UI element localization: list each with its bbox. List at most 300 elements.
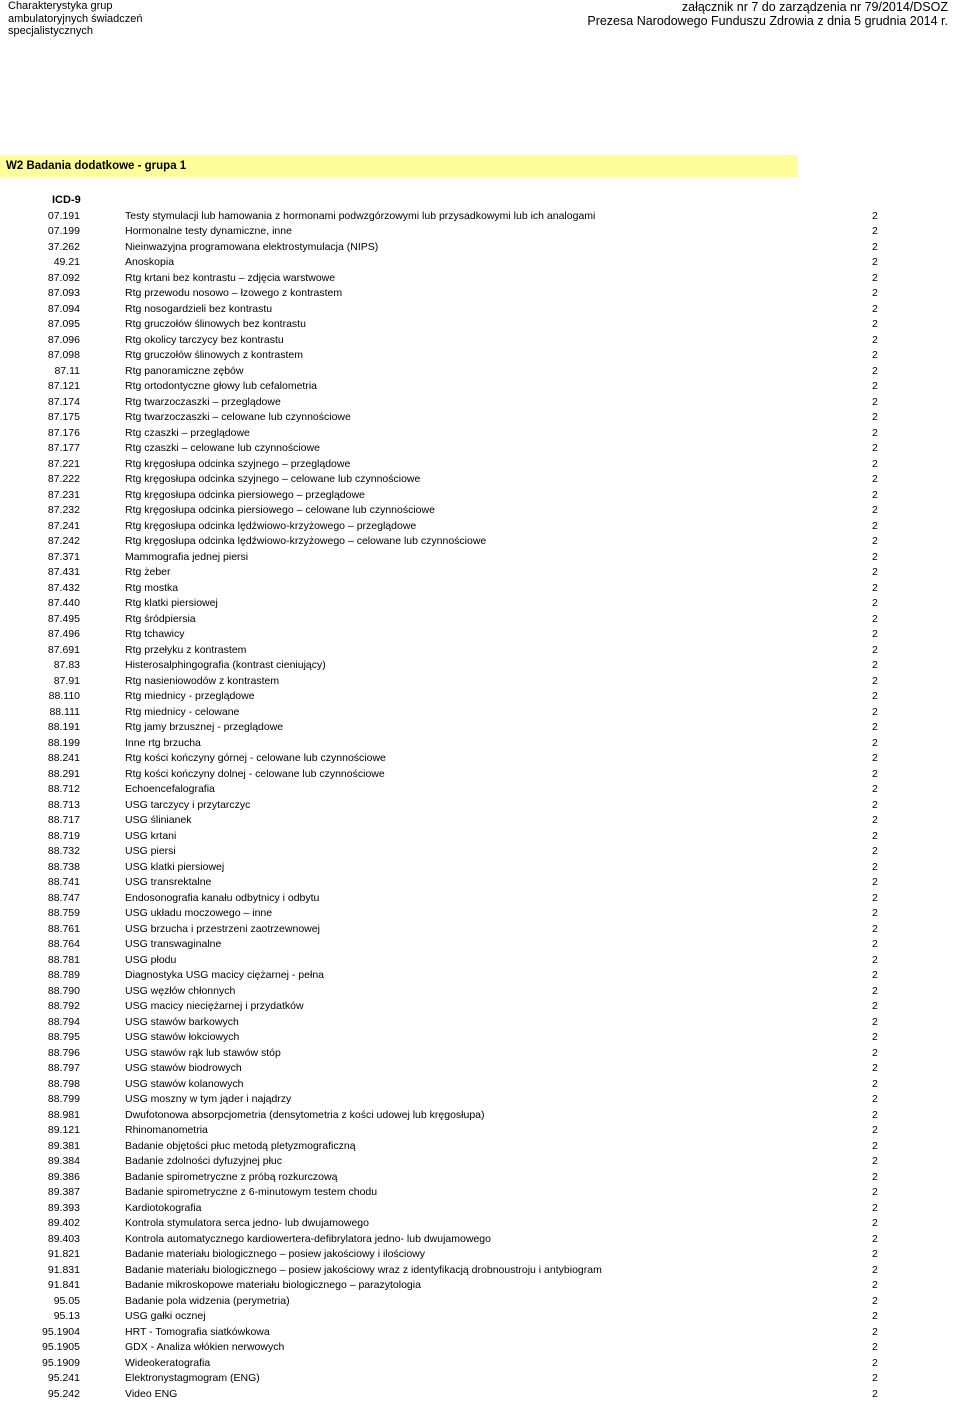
procedure-description: USG węzłów chłonnych <box>125 984 235 1000</box>
icd9-code: 87.096 <box>0 333 80 349</box>
icd9-code: 91.841 <box>0 1278 80 1294</box>
procedure-description: Rtg nasieniowodów z kontrastem <box>125 674 279 690</box>
procedure-description: Testy stymulacji lub hamowania z hormonami podwzgórzowymi lub przysadkowymi lub ich analogami <box>125 209 595 225</box>
procedure-description: Badanie materiału biologicznego – posiew jakościowy wraz z identyfikacją drobnoustroju i antybiogram <box>125 1263 602 1279</box>
group-number: 2 <box>872 1263 878 1279</box>
procedure-description: USG stawów rąk lub stawów stóp <box>125 1046 281 1062</box>
group-number: 2 <box>872 441 878 457</box>
group-number: 2 <box>872 240 878 256</box>
procedure-description: USG brzucha i przestrzeni zaotrzewnowej <box>125 922 320 938</box>
icd9-code: 87.440 <box>0 596 80 612</box>
procedure-description: Badanie mikroskopowe materiału biologicznego – parazytologia <box>125 1278 421 1294</box>
icd9-code: 87.91 <box>0 674 80 690</box>
group-number: 2 <box>872 720 878 736</box>
group-number: 2 <box>872 457 878 473</box>
procedure-description: Mammografia jednej piersi <box>125 550 248 566</box>
procedure-description: Rtg twarzoczaszki – przeglądowe <box>125 395 281 411</box>
procedure-description: Kontrola stymulatora serca jedno- lub dwujamowego <box>125 1216 369 1232</box>
table-row <box>0 875 960 891</box>
procedure-description: USG piersi <box>125 844 176 860</box>
icd9-code: 88.795 <box>0 1030 80 1046</box>
table-row <box>0 224 960 240</box>
group-number: 2 <box>872 1170 878 1186</box>
group-number: 2 <box>872 519 878 535</box>
table-row <box>0 1046 960 1062</box>
procedure-description: Rtg przewodu nosowo – łzowego z kontrastem <box>125 286 342 302</box>
procedure-description: Badanie zdolności dyfuzyjnej płuc <box>125 1154 282 1170</box>
table-row <box>0 720 960 736</box>
table-row <box>0 1294 960 1310</box>
group-number: 2 <box>872 1216 878 1232</box>
table-row <box>0 674 960 690</box>
group-number: 2 <box>872 767 878 783</box>
icd9-code: 87.176 <box>0 426 80 442</box>
procedure-description: USG stawów łokciowych <box>125 1030 239 1046</box>
procedure-description: USG stawów kolanowych <box>125 1077 243 1093</box>
procedure-description: Hormonalne testy dynamiczne, inne <box>125 224 292 240</box>
icd9-code: 87.098 <box>0 348 80 364</box>
procedure-description: USG macicy nieciężarnej i przydatków <box>125 999 304 1015</box>
table-row <box>0 240 960 256</box>
icd9-code: 87.242 <box>0 534 80 550</box>
group-number: 2 <box>872 596 878 612</box>
procedure-description: Histerosalphingografia (kontrast cieniujący) <box>125 658 326 674</box>
group-number: 2 <box>872 736 878 752</box>
group-number: 2 <box>872 1278 878 1294</box>
procedure-description: Rtg kręgosłupa odcinka piersiowego – przeglądowe <box>125 488 365 504</box>
group-number: 2 <box>872 1340 878 1356</box>
icd9-code: 87.371 <box>0 550 80 566</box>
group-number: 2 <box>872 1046 878 1062</box>
procedure-description: USG stawów barkowych <box>125 1015 239 1031</box>
icd9-code: 37.262 <box>0 240 80 256</box>
table-row <box>0 1139 960 1155</box>
table-row <box>0 1201 960 1217</box>
icd9-code: 87.174 <box>0 395 80 411</box>
procedure-description: HRT - Tomografia siatkówkowa <box>125 1325 270 1341</box>
procedure-description: Rtg okolicy tarczycy bez kontrastu <box>125 333 284 349</box>
icd9-code: 88.717 <box>0 813 80 829</box>
table-row <box>0 813 960 829</box>
group-number: 2 <box>872 255 878 271</box>
icd9-code: 87.221 <box>0 457 80 473</box>
table-row <box>0 658 960 674</box>
table-row <box>0 751 960 767</box>
group-number: 2 <box>872 395 878 411</box>
table-row <box>0 953 960 969</box>
procedure-description: Rtg kręgosłupa odcinka lędźwiowo-krzyżowego – celowane lub czynnościowe <box>125 534 486 550</box>
procedure-description: Kardiotokografia <box>125 1201 201 1217</box>
procedure-description: Badanie materiału biologicznego – posiew jakościowy i ilościowy <box>125 1247 425 1263</box>
table-row <box>0 519 960 535</box>
icd9-code: 87.83 <box>0 658 80 674</box>
icd9-code: 88.781 <box>0 953 80 969</box>
table-row <box>0 333 960 349</box>
procedure-description: Badanie objętości płuc metodą pletyzmograficzną <box>125 1139 356 1155</box>
procedure-description: Inne rtg brzucha <box>125 736 201 752</box>
table-row <box>0 937 960 953</box>
group-number: 2 <box>872 1232 878 1248</box>
group-number: 2 <box>872 1325 878 1341</box>
group-number: 2 <box>872 286 878 302</box>
procedure-description: Rtg nosogardzieli bez kontrastu <box>125 302 272 318</box>
icd9-code: 88.291 <box>0 767 80 783</box>
table-row <box>0 736 960 752</box>
icd9-code: 87.093 <box>0 286 80 302</box>
group-number: 2 <box>872 674 878 690</box>
group-number: 2 <box>872 426 878 442</box>
table-row <box>0 1123 960 1139</box>
procedure-description: Rtg kręgosłupa odcinka lędźwiowo-krzyżowego – przeglądowe <box>125 519 416 535</box>
procedure-description: Rtg śródpiersia <box>125 612 196 628</box>
group-number: 2 <box>872 348 878 364</box>
procedure-description: USG moszny w tym jąder i najądrzy <box>125 1092 291 1108</box>
group-number: 2 <box>872 1123 878 1139</box>
group-number: 2 <box>872 379 878 395</box>
icd9-code: 95.242 <box>0 1387 80 1402</box>
icd9-code: 91.821 <box>0 1247 80 1263</box>
group-number: 2 <box>872 658 878 674</box>
procedure-description: Echoencefalografia <box>125 782 215 798</box>
icd9-code: 88.111 <box>0 705 80 721</box>
table-row <box>0 1340 960 1356</box>
icd9-code: 88.719 <box>0 829 80 845</box>
icd9-code: 88.796 <box>0 1046 80 1062</box>
header-left <box>8 0 208 38</box>
table-row <box>0 1309 960 1325</box>
procedure-description: Rtg mostka <box>125 581 178 597</box>
icd9-code: 88.761 <box>0 922 80 938</box>
icd9-code: 87.094 <box>0 302 80 318</box>
group-number: 2 <box>872 302 878 318</box>
group-number: 2 <box>872 364 878 380</box>
procedure-description: USG układu moczowego – inne <box>125 906 272 922</box>
icd9-code: 95.1904 <box>0 1325 80 1341</box>
group-number: 2 <box>872 922 878 938</box>
group-number: 2 <box>872 860 878 876</box>
icd9-code: 88.792 <box>0 999 80 1015</box>
group-number: 2 <box>872 953 878 969</box>
procedure-description: Rtg gruczołów ślinowych z kontrastem <box>125 348 303 364</box>
procedure-description: Rtg kręgosłupa odcinka szyjnego – przeglądowe <box>125 457 350 473</box>
table-row <box>0 1061 960 1077</box>
procedure-description: Rtg czaszki – celowane lub czynnościowe <box>125 441 320 457</box>
icd9-code: 88.241 <box>0 751 80 767</box>
table-row <box>0 1247 960 1263</box>
table-row <box>0 612 960 628</box>
procedure-description: Rtg kości kończyny dolnej - celowane lub czynnościowe <box>125 767 385 783</box>
icd9-code: 88.110 <box>0 689 80 705</box>
icd9-code: 88.199 <box>0 736 80 752</box>
group-number: 2 <box>872 550 878 566</box>
procedure-description: USG płodu <box>125 953 176 969</box>
header-left-line: specjalistycznych <box>8 25 208 38</box>
icd9-code: 88.713 <box>0 798 80 814</box>
icd9-code: 95.1909 <box>0 1356 80 1372</box>
procedure-description: Rtg klatki piersiowej <box>125 596 218 612</box>
table-row <box>0 1154 960 1170</box>
icd9-code: 88.789 <box>0 968 80 984</box>
procedure-description: USG stawów biodrowych <box>125 1061 242 1077</box>
icd9-code: 88.794 <box>0 1015 80 1031</box>
procedure-description: Nieinwazyjna programowana elektrostymulacja (NIPS) <box>125 240 378 256</box>
table-row <box>0 689 960 705</box>
procedure-description: USG transwaginalne <box>125 937 221 953</box>
table-row <box>0 255 960 271</box>
icd9-code: 87.496 <box>0 627 80 643</box>
procedure-description: Elektronystagmogram (ENG) <box>125 1371 260 1387</box>
table-row <box>0 829 960 845</box>
table-row <box>0 1092 960 1108</box>
table-row <box>0 286 960 302</box>
procedure-description: Rtg jamy brzusznej - przeglądowe <box>125 720 283 736</box>
group-number: 2 <box>872 1015 878 1031</box>
procedure-description: Endosonografia kanału odbytnicy i odbytu <box>125 891 319 907</box>
group-number: 2 <box>872 689 878 705</box>
group-number: 2 <box>872 1247 878 1263</box>
table-row <box>0 1263 960 1279</box>
icd9-code: 95.1905 <box>0 1340 80 1356</box>
procedure-description: Video ENG <box>125 1387 177 1402</box>
icd9-code: 89.403 <box>0 1232 80 1248</box>
group-number: 2 <box>872 612 878 628</box>
icd9-code: 91.831 <box>0 1263 80 1279</box>
procedure-description: Rtg przełyku z kontrastem <box>125 643 246 659</box>
icd9-code: 87.432 <box>0 581 80 597</box>
table-row <box>0 581 960 597</box>
procedure-table <box>0 209 960 1402</box>
icd9-code: 87.092 <box>0 271 80 287</box>
header-right <box>587 0 948 28</box>
icd9-code: 88.741 <box>0 875 80 891</box>
icd9-code: 88.747 <box>0 891 80 907</box>
table-row <box>0 1216 960 1232</box>
group-number: 2 <box>872 891 878 907</box>
table-row <box>0 441 960 457</box>
table-row <box>0 984 960 1000</box>
table-row <box>0 844 960 860</box>
group-number: 2 <box>872 813 878 829</box>
icd9-code: 87.095 <box>0 317 80 333</box>
procedure-description: USG transrektalne <box>125 875 211 891</box>
icd9-code: 87.121 <box>0 379 80 395</box>
procedure-description: Rtg ortodontyczne głowy lub cefalometria <box>125 379 317 395</box>
group-number: 2 <box>872 472 878 488</box>
icd9-code: 88.191 <box>0 720 80 736</box>
icd9-code: 88.981 <box>0 1108 80 1124</box>
group-number: 2 <box>872 1356 878 1372</box>
icd9-code: 89.121 <box>0 1123 80 1139</box>
icd9-code: 88.799 <box>0 1092 80 1108</box>
table-row <box>0 968 960 984</box>
group-number: 2 <box>872 1030 878 1046</box>
table-row <box>0 860 960 876</box>
table-row <box>0 782 960 798</box>
group-number: 2 <box>872 829 878 845</box>
group-number: 2 <box>872 875 878 891</box>
table-row <box>0 906 960 922</box>
table-row <box>0 472 960 488</box>
table-row <box>0 1185 960 1201</box>
table-row <box>0 364 960 380</box>
table-row <box>0 457 960 473</box>
group-number: 2 <box>872 503 878 519</box>
group-number: 2 <box>872 705 878 721</box>
table-row <box>0 999 960 1015</box>
table-row <box>0 596 960 612</box>
icd9-code: 95.241 <box>0 1371 80 1387</box>
header-left-line: ambulatoryjnych świadczeń <box>8 13 208 26</box>
table-row <box>0 1356 960 1372</box>
procedure-description: Wideokeratografia <box>125 1356 210 1372</box>
group-number: 2 <box>872 1108 878 1124</box>
procedure-description: Rtg krtani bez kontrastu – zdjęcia warstwowe <box>125 271 335 287</box>
procedure-description: USG ślinianek <box>125 813 192 829</box>
group-number: 2 <box>872 224 878 240</box>
icd9-code: 89.402 <box>0 1216 80 1232</box>
group-number: 2 <box>872 1185 878 1201</box>
group-number: 2 <box>872 534 878 550</box>
section-band <box>0 155 798 177</box>
group-number: 2 <box>872 1061 878 1077</box>
table-row <box>0 1030 960 1046</box>
icd9-code: 07.199 <box>0 224 80 240</box>
procedure-description: Kontrola automatycznego kardiowertera-defibrylatora jedno- lub dwujamowego <box>125 1232 491 1248</box>
procedure-description: Rtg twarzoczaszki – celowane lub czynnościowe <box>125 410 351 426</box>
procedure-description: Badanie pola widzenia (perymetria) <box>125 1294 290 1310</box>
table-row <box>0 1108 960 1124</box>
icd9-code: 87.177 <box>0 441 80 457</box>
group-number: 2 <box>872 565 878 581</box>
group-number: 2 <box>872 271 878 287</box>
table-row <box>0 488 960 504</box>
procedure-description: Anoskopia <box>125 255 174 271</box>
group-number: 2 <box>872 906 878 922</box>
group-number: 2 <box>872 984 878 1000</box>
table-row <box>0 565 960 581</box>
group-number: 2 <box>872 1387 878 1402</box>
icd9-code: 87.495 <box>0 612 80 628</box>
section-title: W2 Badania dodatkowe - grupa 1 <box>6 159 186 173</box>
procedure-description: Rtg kręgosłupa odcinka piersiowego – celowane lub czynnościowe <box>125 503 435 519</box>
icd9-code: 89.393 <box>0 1201 80 1217</box>
icd9-code: 87.241 <box>0 519 80 535</box>
procedure-description: Rhinomanometria <box>125 1123 208 1139</box>
procedure-description: USG klatki piersiowej <box>125 860 224 876</box>
icd9-code: 88.759 <box>0 906 80 922</box>
procedure-description: Rtg gruczołów ślinowych bez kontrastu <box>125 317 306 333</box>
group-number: 2 <box>872 1077 878 1093</box>
procedure-description: Rtg tchawicy <box>125 627 185 643</box>
header-left-line: Charakterystyka grup <box>8 0 208 13</box>
icd9-code: 89.387 <box>0 1185 80 1201</box>
group-number: 2 <box>872 209 878 225</box>
procedure-description: GDX - Analiza włókien nerwowych <box>125 1340 284 1356</box>
table-row <box>0 395 960 411</box>
group-number: 2 <box>872 798 878 814</box>
table-row <box>0 348 960 364</box>
icd9-code: 88.764 <box>0 937 80 953</box>
group-number: 2 <box>872 968 878 984</box>
table-row <box>0 209 960 225</box>
table-row <box>0 379 960 395</box>
icd9-code: 88.732 <box>0 844 80 860</box>
group-number: 2 <box>872 333 878 349</box>
procedure-description: USG krtani <box>125 829 176 845</box>
table-row <box>0 643 960 659</box>
group-number: 2 <box>872 1201 878 1217</box>
procedure-description: Rtg kręgosłupa odcinka szyjnego – celowane lub czynnościowe <box>125 472 420 488</box>
procedure-description: Rtg czaszki – przeglądowe <box>125 426 250 442</box>
icd9-code: 49.21 <box>0 255 80 271</box>
group-number: 2 <box>872 1154 878 1170</box>
table-row <box>0 891 960 907</box>
table-row <box>0 534 960 550</box>
icd9-code: 89.386 <box>0 1170 80 1186</box>
icd9-code: 88.797 <box>0 1061 80 1077</box>
icd9-code: 95.05 <box>0 1294 80 1310</box>
table-row <box>0 317 960 333</box>
table-row <box>0 410 960 426</box>
header-right-line: Prezesa Narodowego Funduszu Zdrowia z dnia 5 grudnia 2014 r. <box>587 14 948 28</box>
procedure-description: Rtg miednicy - celowane <box>125 705 239 721</box>
icd9-code: 87.11 <box>0 364 80 380</box>
group-number: 2 <box>872 937 878 953</box>
group-number: 2 <box>872 1309 878 1325</box>
group-number: 2 <box>872 643 878 659</box>
icd9-code: 87.222 <box>0 472 80 488</box>
table-row <box>0 271 960 287</box>
group-number: 2 <box>872 782 878 798</box>
icd9-code: 89.381 <box>0 1139 80 1155</box>
table-row <box>0 922 960 938</box>
procedure-description: Diagnostyka USG macicy ciężarnej - pełna <box>125 968 324 984</box>
procedure-description: USG tarczycy i przytarczyc <box>125 798 250 814</box>
icd9-code: 87.231 <box>0 488 80 504</box>
group-number: 2 <box>872 410 878 426</box>
table-row <box>0 705 960 721</box>
procedure-description: Rtg kości kończyny górnej - celowane lub czynnościowe <box>125 751 386 767</box>
table-row <box>0 1325 960 1341</box>
table-row <box>0 1387 960 1402</box>
table-row <box>0 1015 960 1031</box>
icd9-code: 89.384 <box>0 1154 80 1170</box>
icd9-code: 07.191 <box>0 209 80 225</box>
icd9-code: 88.738 <box>0 860 80 876</box>
group-number: 2 <box>872 1139 878 1155</box>
table-row <box>0 550 960 566</box>
icd9-code: 88.790 <box>0 984 80 1000</box>
group-number: 2 <box>872 1294 878 1310</box>
table-row <box>0 798 960 814</box>
group-number: 2 <box>872 999 878 1015</box>
procedure-description: Rtg panoramiczne zębów <box>125 364 243 380</box>
group-number: 2 <box>872 627 878 643</box>
icd9-code: 87.431 <box>0 565 80 581</box>
table-row <box>0 302 960 318</box>
procedure-description: USG gałki ocznej <box>125 1309 206 1325</box>
column-header-icd9: ICD-9 <box>52 194 81 206</box>
group-number: 2 <box>872 488 878 504</box>
icd9-code: 95.13 <box>0 1309 80 1325</box>
procedure-description: Rtg żeber <box>125 565 171 581</box>
procedure-description: Rtg miednicy - przeglądowe <box>125 689 255 705</box>
table-row <box>0 1170 960 1186</box>
group-number: 2 <box>872 1371 878 1387</box>
procedure-description: Badanie spirometryczne z próbą rozkurczową <box>125 1170 337 1186</box>
icd9-code: 87.175 <box>0 410 80 426</box>
group-number: 2 <box>872 317 878 333</box>
